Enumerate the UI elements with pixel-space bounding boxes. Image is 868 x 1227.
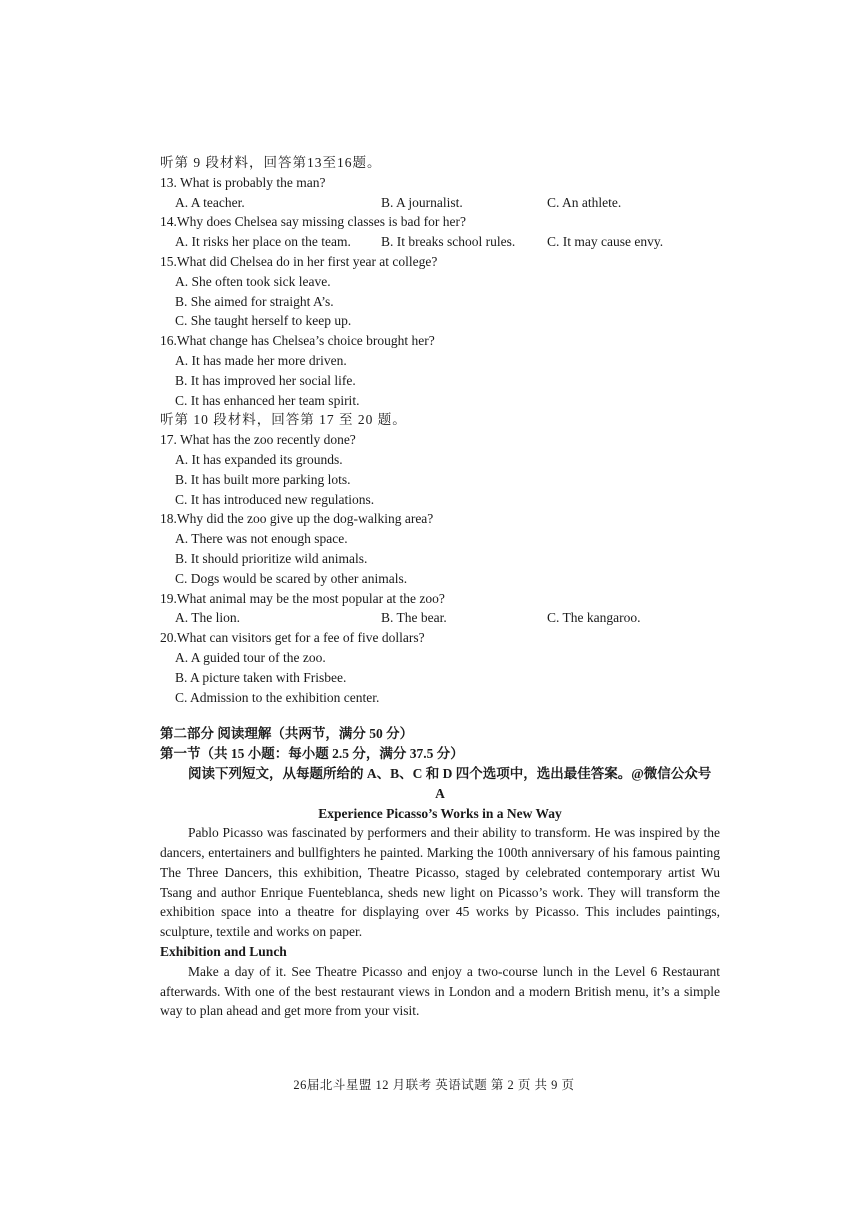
listening-section-9 [160, 153, 720, 410]
answer-option: C. The kangaroo. [547, 610, 641, 626]
answer-option: A. It has expanded its grounds. [175, 451, 343, 467]
answer-option: B. It has improved her social life. [175, 372, 356, 388]
question-stem: 17. What has the zoo recently done? [160, 432, 356, 448]
answer-option: C. Admission to the exhibition center. [175, 689, 380, 705]
part2-title: 第二部分 阅读理解（共两节，满分 50 分） [160, 726, 414, 742]
question-stem: 18.Why did the zoo give up the dog-walking area? [160, 511, 434, 527]
answer-option: B. It should prioritize wild animals. [175, 550, 368, 566]
answer-option: B. A journalist. [381, 194, 463, 210]
passage-letter: A [435, 785, 445, 801]
question-stem: 15.What did Chelsea do in her first year at college? [160, 253, 438, 269]
passage-title: Experience Picasso’s Works in a New Way [318, 805, 562, 821]
options-row [160, 193, 720, 213]
answer-option: B. It has built more parking lots. [175, 471, 351, 487]
answer-option: B. A picture taken with Frisbee. [175, 669, 347, 685]
question-stem: 16.What change has Chelsea’s choice brought her? [160, 333, 435, 349]
question-stem: 13. What is probably the man? [160, 174, 326, 190]
answer-option: C. She taught herself to keep up. [175, 313, 352, 329]
spacer [160, 707, 720, 724]
exam-page [160, 153, 720, 1021]
answer-option: B. It breaks school rules. [381, 234, 516, 250]
answer-option: A. It risks her place on the team. [175, 234, 351, 250]
answer-option: C. It may cause envy. [547, 234, 664, 250]
question-stem: 19.What animal may be the most popular at the zoo? [160, 590, 445, 606]
answer-option: A. A guided tour of the zoo. [175, 649, 326, 665]
answer-option: C. An athlete. [547, 194, 622, 210]
answer-option: C. It has introduced new regulations. [175, 491, 375, 507]
answer-option: B. The bear. [381, 610, 447, 626]
page-footer: 26届北斗星盟 12 月联考 英语试题 第 2 页 共 9 页 [293, 1078, 575, 1092]
answer-option: A. She often took sick leave. [175, 273, 331, 289]
answer-option: B. She aimed for straight A’s. [175, 293, 334, 309]
passage-paragraph-2: Make a day of it. See Theatre Picasso and enjoy a two-course lunch in the Level 6 Restaurant afterwards. With one of the best restaurant views in London and a modern British menu, it’s a simple way to plan ahead and get more from your visit. [160, 963, 720, 1019]
section-heading: 听第 9 段材料，回答第13至16题。 [160, 155, 382, 170]
question-stem: 14.Why does Chelsea say missing classes is bad for her? [160, 214, 466, 230]
answer-option: A. A teacher. [175, 194, 245, 210]
answer-option: C. Dogs would be scared by other animals. [175, 570, 408, 586]
answer-option: C. It has enhanced her team spirit. [175, 392, 360, 408]
passage-subheading: Exhibition and Lunch [160, 944, 287, 960]
section-heading: 听第 10 段材料，回答第 17 至 20 题。 [160, 412, 407, 428]
options-row [160, 232, 720, 252]
answer-option: A. It has made her more driven. [175, 352, 347, 368]
passage-paragraph-1: Pablo Picasso was fascinated by performers and their ability to transform. He was inspired by the dancers, entertainers and bullfighters he painted. Marking the 100th anniversary of his famous painting The Three Dancers, this exhibition, Theatre Picasso, staged by celebrated contemporary artist Wu Tsang and author Enrique Fuenteblanca, sheds new light on Picasso’s work. They will transform the exhibition space into a theatre for displaying over 45 works by Picasso. This includes paintings, sculpture, textile and works on paper. [160, 825, 720, 940]
answer-option: A. There was not enough space. [175, 531, 348, 547]
options-row [160, 608, 720, 628]
section1-title: 第一节（共 15 小题：每小题 2.5 分，满分 37.5 分） [160, 746, 464, 762]
question-stem: 20.What can visitors get for a fee of five dollars? [160, 630, 425, 646]
reading-instruction: 阅读下列短文，从每题所给的 A、B、C 和 D 四个选项中，选出最佳答案。@微信公众号 [188, 765, 712, 781]
answer-option: A. The lion. [175, 610, 240, 626]
listening-section-10 [160, 410, 720, 707]
